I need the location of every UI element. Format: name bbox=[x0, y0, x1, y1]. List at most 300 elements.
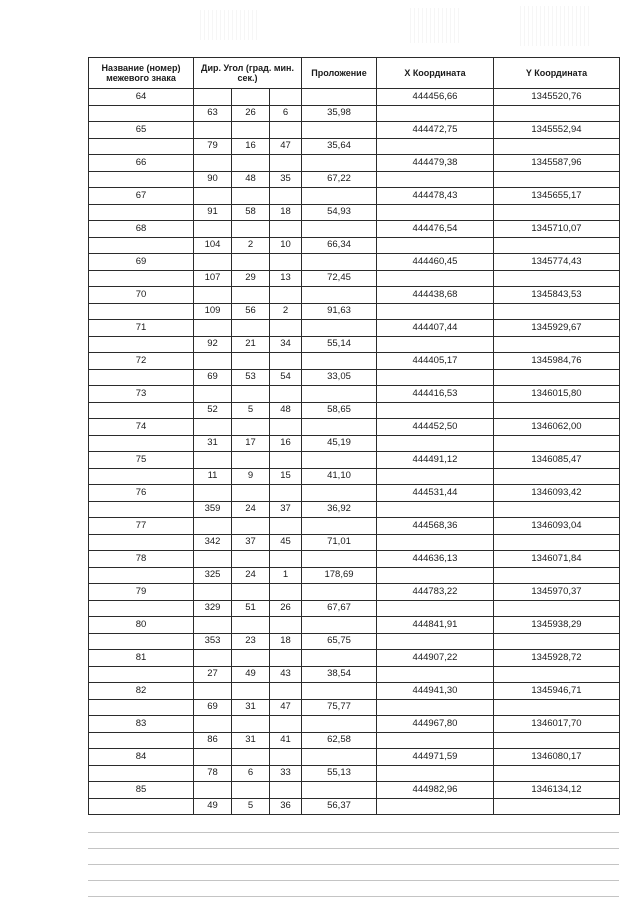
x-coordinate-cell: 444783,22 bbox=[377, 584, 494, 601]
empty-cell bbox=[232, 287, 270, 304]
angle-degrees-cell: 11 bbox=[194, 468, 232, 485]
point-name-cell: 65 bbox=[89, 122, 194, 139]
length-cell: 36,92 bbox=[302, 501, 377, 518]
length-cell: 91,63 bbox=[302, 303, 377, 320]
table-row bbox=[89, 254, 620, 271]
empty-cell bbox=[232, 89, 270, 106]
empty-cell bbox=[270, 155, 302, 172]
angle-seconds-cell: 54 bbox=[270, 369, 302, 386]
empty-cell bbox=[302, 584, 377, 601]
angle-degrees-cell: 69 bbox=[194, 369, 232, 386]
angle-minutes-cell: 2 bbox=[232, 237, 270, 254]
empty-cell bbox=[270, 320, 302, 337]
x-coordinate-cell: 444472,75 bbox=[377, 122, 494, 139]
table-row bbox=[89, 765, 620, 782]
table-row bbox=[89, 287, 620, 304]
empty-cell bbox=[232, 122, 270, 139]
x-coordinate-cell: 444841,91 bbox=[377, 617, 494, 634]
empty-cell bbox=[232, 221, 270, 238]
empty-cell bbox=[270, 122, 302, 139]
y-coordinate-cell: 1345984,76 bbox=[494, 353, 620, 370]
empty-cell bbox=[270, 89, 302, 106]
empty-cell bbox=[194, 287, 232, 304]
point-name-cell: 80 bbox=[89, 617, 194, 634]
empty-cell bbox=[270, 782, 302, 799]
angle-degrees-cell: 69 bbox=[194, 699, 232, 716]
point-name-cell: 79 bbox=[89, 584, 194, 601]
angle-degrees-cell: 78 bbox=[194, 765, 232, 782]
point-name-cell: 71 bbox=[89, 320, 194, 337]
table-row bbox=[89, 89, 620, 106]
empty-cell bbox=[302, 782, 377, 799]
x-coordinate-cell: 444531,44 bbox=[377, 485, 494, 502]
angle-seconds-cell: 18 bbox=[270, 633, 302, 650]
table-row bbox=[89, 188, 620, 205]
empty-cell bbox=[377, 468, 494, 485]
faded-rule bbox=[88, 880, 619, 881]
header-direction-angle: Дир. Угол (град. мин. сек.) bbox=[194, 58, 302, 89]
empty-cell bbox=[494, 237, 620, 254]
faded-rule bbox=[88, 848, 619, 849]
empty-cell bbox=[232, 320, 270, 337]
empty-cell bbox=[89, 732, 194, 749]
length-cell: 67,67 bbox=[302, 600, 377, 617]
empty-cell bbox=[270, 386, 302, 403]
y-coordinate-cell: 1346015,80 bbox=[494, 386, 620, 403]
angle-seconds-cell: 13 bbox=[270, 270, 302, 287]
y-coordinate-cell: 1346093,42 bbox=[494, 485, 620, 502]
empty-cell bbox=[494, 699, 620, 716]
empty-cell bbox=[270, 617, 302, 634]
empty-cell bbox=[377, 732, 494, 749]
empty-cell bbox=[302, 287, 377, 304]
angle-minutes-cell: 17 bbox=[232, 435, 270, 452]
empty-cell bbox=[302, 386, 377, 403]
empty-cell bbox=[377, 600, 494, 617]
empty-cell bbox=[232, 749, 270, 766]
table-body bbox=[89, 89, 620, 815]
empty-cell bbox=[494, 600, 620, 617]
table-row bbox=[89, 138, 620, 155]
empty-cell bbox=[494, 567, 620, 584]
empty-cell bbox=[302, 320, 377, 337]
empty-cell bbox=[377, 237, 494, 254]
empty-cell bbox=[302, 485, 377, 502]
angle-minutes-cell: 21 bbox=[232, 336, 270, 353]
empty-cell bbox=[232, 386, 270, 403]
x-coordinate-cell: 444438,68 bbox=[377, 287, 494, 304]
x-coordinate-cell: 444491,12 bbox=[377, 452, 494, 469]
length-cell: 58,65 bbox=[302, 402, 377, 419]
angle-degrees-cell: 109 bbox=[194, 303, 232, 320]
point-name-cell: 83 bbox=[89, 716, 194, 733]
x-coordinate-cell: 444907,22 bbox=[377, 650, 494, 667]
empty-cell bbox=[494, 501, 620, 518]
empty-cell bbox=[377, 336, 494, 353]
header-point-name: Название (номер) межевого знака bbox=[89, 58, 194, 89]
empty-cell bbox=[232, 683, 270, 700]
empty-cell bbox=[89, 138, 194, 155]
angle-seconds-cell: 43 bbox=[270, 666, 302, 683]
angle-minutes-cell: 9 bbox=[232, 468, 270, 485]
empty-cell bbox=[89, 237, 194, 254]
empty-cell bbox=[89, 798, 194, 815]
empty-cell bbox=[89, 336, 194, 353]
empty-cell bbox=[194, 782, 232, 799]
x-coordinate-cell: 444460,45 bbox=[377, 254, 494, 271]
table-row bbox=[89, 567, 620, 584]
empty-cell bbox=[270, 518, 302, 535]
table-row bbox=[89, 303, 620, 320]
empty-cell bbox=[302, 353, 377, 370]
table-row bbox=[89, 369, 620, 386]
empty-cell bbox=[494, 171, 620, 188]
empty-cell bbox=[89, 204, 194, 221]
angle-minutes-cell: 23 bbox=[232, 633, 270, 650]
angle-minutes-cell: 51 bbox=[232, 600, 270, 617]
empty-cell bbox=[377, 138, 494, 155]
x-coordinate-cell: 444405,17 bbox=[377, 353, 494, 370]
x-coordinate-cell: 444452,50 bbox=[377, 419, 494, 436]
x-coordinate-cell: 444456,66 bbox=[377, 89, 494, 106]
faded-rule bbox=[88, 864, 619, 865]
length-cell: 178,69 bbox=[302, 567, 377, 584]
angle-degrees-cell: 104 bbox=[194, 237, 232, 254]
table-row bbox=[89, 666, 620, 683]
angle-minutes-cell: 37 bbox=[232, 534, 270, 551]
angle-minutes-cell: 5 bbox=[232, 402, 270, 419]
empty-cell bbox=[270, 749, 302, 766]
empty-cell bbox=[89, 105, 194, 122]
empty-cell bbox=[232, 419, 270, 436]
table-row bbox=[89, 435, 620, 452]
x-coordinate-cell: 444478,43 bbox=[377, 188, 494, 205]
empty-cell bbox=[494, 534, 620, 551]
angle-seconds-cell: 48 bbox=[270, 402, 302, 419]
empty-cell bbox=[194, 518, 232, 535]
empty-cell bbox=[302, 683, 377, 700]
angle-degrees-cell: 92 bbox=[194, 336, 232, 353]
angle-minutes-cell: 53 bbox=[232, 369, 270, 386]
x-coordinate-cell: 444971,59 bbox=[377, 749, 494, 766]
empty-cell bbox=[232, 155, 270, 172]
empty-cell bbox=[377, 105, 494, 122]
angle-degrees-cell: 49 bbox=[194, 798, 232, 815]
y-coordinate-cell: 1345929,67 bbox=[494, 320, 620, 337]
empty-cell bbox=[194, 221, 232, 238]
point-name-cell: 78 bbox=[89, 551, 194, 568]
angle-minutes-cell: 31 bbox=[232, 732, 270, 749]
length-cell: 55,14 bbox=[302, 336, 377, 353]
y-coordinate-cell: 1345970,37 bbox=[494, 584, 620, 601]
empty-cell bbox=[377, 798, 494, 815]
point-name-cell: 75 bbox=[89, 452, 194, 469]
empty-cell bbox=[302, 122, 377, 139]
empty-cell bbox=[89, 501, 194, 518]
point-name-cell: 67 bbox=[89, 188, 194, 205]
empty-cell bbox=[232, 254, 270, 271]
table-row bbox=[89, 699, 620, 716]
empty-cell bbox=[494, 270, 620, 287]
empty-cell bbox=[270, 683, 302, 700]
table-row bbox=[89, 171, 620, 188]
point-name-cell: 69 bbox=[89, 254, 194, 271]
empty-cell bbox=[89, 600, 194, 617]
angle-seconds-cell: 34 bbox=[270, 336, 302, 353]
x-coordinate-cell: 444479,38 bbox=[377, 155, 494, 172]
empty-cell bbox=[377, 501, 494, 518]
empty-cell bbox=[194, 683, 232, 700]
angle-seconds-cell: 10 bbox=[270, 237, 302, 254]
empty-cell bbox=[194, 89, 232, 106]
angle-degrees-cell: 52 bbox=[194, 402, 232, 419]
x-coordinate-cell: 444568,36 bbox=[377, 518, 494, 535]
table-row bbox=[89, 551, 620, 568]
table-row bbox=[89, 534, 620, 551]
empty-cell bbox=[377, 534, 494, 551]
table-row bbox=[89, 650, 620, 667]
angle-seconds-cell: 37 bbox=[270, 501, 302, 518]
empty-cell bbox=[194, 320, 232, 337]
length-cell: 45,19 bbox=[302, 435, 377, 452]
table-row bbox=[89, 221, 620, 238]
angle-minutes-cell: 6 bbox=[232, 765, 270, 782]
angle-degrees-cell: 359 bbox=[194, 501, 232, 518]
angle-minutes-cell: 24 bbox=[232, 501, 270, 518]
empty-cell bbox=[232, 650, 270, 667]
empty-cell bbox=[270, 551, 302, 568]
empty-cell bbox=[494, 435, 620, 452]
table-row bbox=[89, 749, 620, 766]
length-cell: 71,01 bbox=[302, 534, 377, 551]
empty-cell bbox=[377, 567, 494, 584]
length-cell: 67,22 bbox=[302, 171, 377, 188]
empty-cell bbox=[494, 798, 620, 815]
point-name-cell: 77 bbox=[89, 518, 194, 535]
y-coordinate-cell: 1345928,72 bbox=[494, 650, 620, 667]
point-name-cell: 81 bbox=[89, 650, 194, 667]
angle-seconds-cell: 35 bbox=[270, 171, 302, 188]
length-cell: 35,64 bbox=[302, 138, 377, 155]
angle-degrees-cell: 86 bbox=[194, 732, 232, 749]
empty-cell bbox=[194, 353, 232, 370]
angle-seconds-cell: 41 bbox=[270, 732, 302, 749]
point-name-cell: 82 bbox=[89, 683, 194, 700]
empty-cell bbox=[302, 617, 377, 634]
empty-cell bbox=[232, 551, 270, 568]
empty-cell bbox=[494, 105, 620, 122]
scan-bleed-top bbox=[410, 8, 460, 43]
empty-cell bbox=[232, 485, 270, 502]
empty-cell bbox=[270, 584, 302, 601]
y-coordinate-cell: 1345520,76 bbox=[494, 89, 620, 106]
y-coordinate-cell: 1346134,12 bbox=[494, 782, 620, 799]
empty-cell bbox=[89, 534, 194, 551]
angle-minutes-cell: 48 bbox=[232, 171, 270, 188]
boundary-coordinates-table bbox=[88, 57, 620, 815]
empty-cell bbox=[377, 435, 494, 452]
empty-cell bbox=[494, 732, 620, 749]
empty-cell bbox=[494, 633, 620, 650]
empty-cell bbox=[232, 584, 270, 601]
empty-cell bbox=[194, 155, 232, 172]
empty-cell bbox=[270, 452, 302, 469]
empty-cell bbox=[232, 452, 270, 469]
angle-degrees-cell: 342 bbox=[194, 534, 232, 551]
empty-cell bbox=[494, 336, 620, 353]
empty-cell bbox=[270, 254, 302, 271]
empty-cell bbox=[89, 699, 194, 716]
empty-cell bbox=[270, 221, 302, 238]
empty-cell bbox=[194, 551, 232, 568]
empty-cell bbox=[89, 171, 194, 188]
empty-cell bbox=[270, 419, 302, 436]
table-row bbox=[89, 353, 620, 370]
empty-cell bbox=[302, 89, 377, 106]
angle-degrees-cell: 63 bbox=[194, 105, 232, 122]
scan-bleed-top bbox=[520, 6, 590, 46]
table-row bbox=[89, 320, 620, 337]
table-row bbox=[89, 485, 620, 502]
faded-rule bbox=[88, 896, 619, 897]
empty-cell bbox=[194, 716, 232, 733]
angle-degrees-cell: 31 bbox=[194, 435, 232, 452]
table-row bbox=[89, 716, 620, 733]
angle-seconds-cell: 33 bbox=[270, 765, 302, 782]
empty-cell bbox=[302, 650, 377, 667]
empty-cell bbox=[194, 452, 232, 469]
table-row bbox=[89, 270, 620, 287]
scan-bleed-top bbox=[200, 10, 260, 40]
angle-degrees-cell: 329 bbox=[194, 600, 232, 617]
x-coordinate-cell: 444416,53 bbox=[377, 386, 494, 403]
angle-minutes-cell: 56 bbox=[232, 303, 270, 320]
angle-minutes-cell: 24 bbox=[232, 567, 270, 584]
empty-cell bbox=[232, 617, 270, 634]
table-row bbox=[89, 468, 620, 485]
angle-minutes-cell: 5 bbox=[232, 798, 270, 815]
empty-cell bbox=[377, 270, 494, 287]
angle-degrees-cell: 107 bbox=[194, 270, 232, 287]
y-coordinate-cell: 1346085,47 bbox=[494, 452, 620, 469]
empty-cell bbox=[377, 171, 494, 188]
y-coordinate-cell: 1345655,17 bbox=[494, 188, 620, 205]
empty-cell bbox=[377, 633, 494, 650]
angle-seconds-cell: 1 bbox=[270, 567, 302, 584]
point-name-cell: 84 bbox=[89, 749, 194, 766]
empty-cell bbox=[232, 782, 270, 799]
empty-cell bbox=[494, 765, 620, 782]
empty-cell bbox=[194, 749, 232, 766]
x-coordinate-cell: 444941,30 bbox=[377, 683, 494, 700]
empty-cell bbox=[377, 369, 494, 386]
empty-cell bbox=[270, 188, 302, 205]
angle-minutes-cell: 31 bbox=[232, 699, 270, 716]
empty-cell bbox=[232, 188, 270, 205]
table-row bbox=[89, 683, 620, 700]
angle-seconds-cell: 2 bbox=[270, 303, 302, 320]
empty-cell bbox=[194, 188, 232, 205]
length-cell: 56,37 bbox=[302, 798, 377, 815]
empty-cell bbox=[494, 402, 620, 419]
empty-cell bbox=[232, 716, 270, 733]
empty-cell bbox=[89, 369, 194, 386]
empty-cell bbox=[494, 138, 620, 155]
header-length: Проложение bbox=[302, 58, 377, 89]
empty-cell bbox=[302, 419, 377, 436]
empty-cell bbox=[302, 716, 377, 733]
empty-cell bbox=[270, 353, 302, 370]
angle-seconds-cell: 16 bbox=[270, 435, 302, 452]
empty-cell bbox=[302, 749, 377, 766]
empty-cell bbox=[302, 221, 377, 238]
empty-cell bbox=[302, 452, 377, 469]
angle-degrees-cell: 325 bbox=[194, 567, 232, 584]
empty-cell bbox=[302, 254, 377, 271]
angle-degrees-cell: 79 bbox=[194, 138, 232, 155]
length-cell: 55,13 bbox=[302, 765, 377, 782]
point-name-cell: 64 bbox=[89, 89, 194, 106]
angle-seconds-cell: 26 bbox=[270, 600, 302, 617]
table-row bbox=[89, 237, 620, 254]
length-cell: 75,77 bbox=[302, 699, 377, 716]
empty-cell bbox=[270, 485, 302, 502]
length-cell: 33,05 bbox=[302, 369, 377, 386]
empty-cell bbox=[89, 435, 194, 452]
table-row bbox=[89, 732, 620, 749]
x-coordinate-cell: 444636,13 bbox=[377, 551, 494, 568]
angle-seconds-cell: 47 bbox=[270, 699, 302, 716]
x-coordinate-cell: 444476,54 bbox=[377, 221, 494, 238]
point-name-cell: 76 bbox=[89, 485, 194, 502]
table-row bbox=[89, 336, 620, 353]
y-coordinate-cell: 1345938,29 bbox=[494, 617, 620, 634]
empty-cell bbox=[89, 303, 194, 320]
empty-cell bbox=[194, 386, 232, 403]
y-coordinate-cell: 1345552,94 bbox=[494, 122, 620, 139]
length-cell: 54,93 bbox=[302, 204, 377, 221]
table-row bbox=[89, 386, 620, 403]
angle-seconds-cell: 47 bbox=[270, 138, 302, 155]
y-coordinate-cell: 1345843,53 bbox=[494, 287, 620, 304]
x-coordinate-cell: 444982,96 bbox=[377, 782, 494, 799]
y-coordinate-cell: 1346080,17 bbox=[494, 749, 620, 766]
angle-seconds-cell: 36 bbox=[270, 798, 302, 815]
y-coordinate-cell: 1345587,96 bbox=[494, 155, 620, 172]
empty-cell bbox=[302, 155, 377, 172]
header-x-coordinate: X Координата bbox=[377, 58, 494, 89]
point-name-cell: 66 bbox=[89, 155, 194, 172]
table-row bbox=[89, 452, 620, 469]
table-row bbox=[89, 122, 620, 139]
table-row bbox=[89, 419, 620, 436]
empty-cell bbox=[494, 369, 620, 386]
table-row bbox=[89, 204, 620, 221]
angle-seconds-cell: 15 bbox=[270, 468, 302, 485]
point-name-cell: 70 bbox=[89, 287, 194, 304]
angle-seconds-cell: 6 bbox=[270, 105, 302, 122]
y-coordinate-cell: 1346071,84 bbox=[494, 551, 620, 568]
y-coordinate-cell: 1345946,71 bbox=[494, 683, 620, 700]
point-name-cell: 68 bbox=[89, 221, 194, 238]
y-coordinate-cell: 1346093,04 bbox=[494, 518, 620, 535]
empty-cell bbox=[89, 765, 194, 782]
angle-minutes-cell: 49 bbox=[232, 666, 270, 683]
empty-cell bbox=[494, 303, 620, 320]
empty-cell bbox=[270, 650, 302, 667]
point-name-cell: 72 bbox=[89, 353, 194, 370]
length-cell: 72,45 bbox=[302, 270, 377, 287]
